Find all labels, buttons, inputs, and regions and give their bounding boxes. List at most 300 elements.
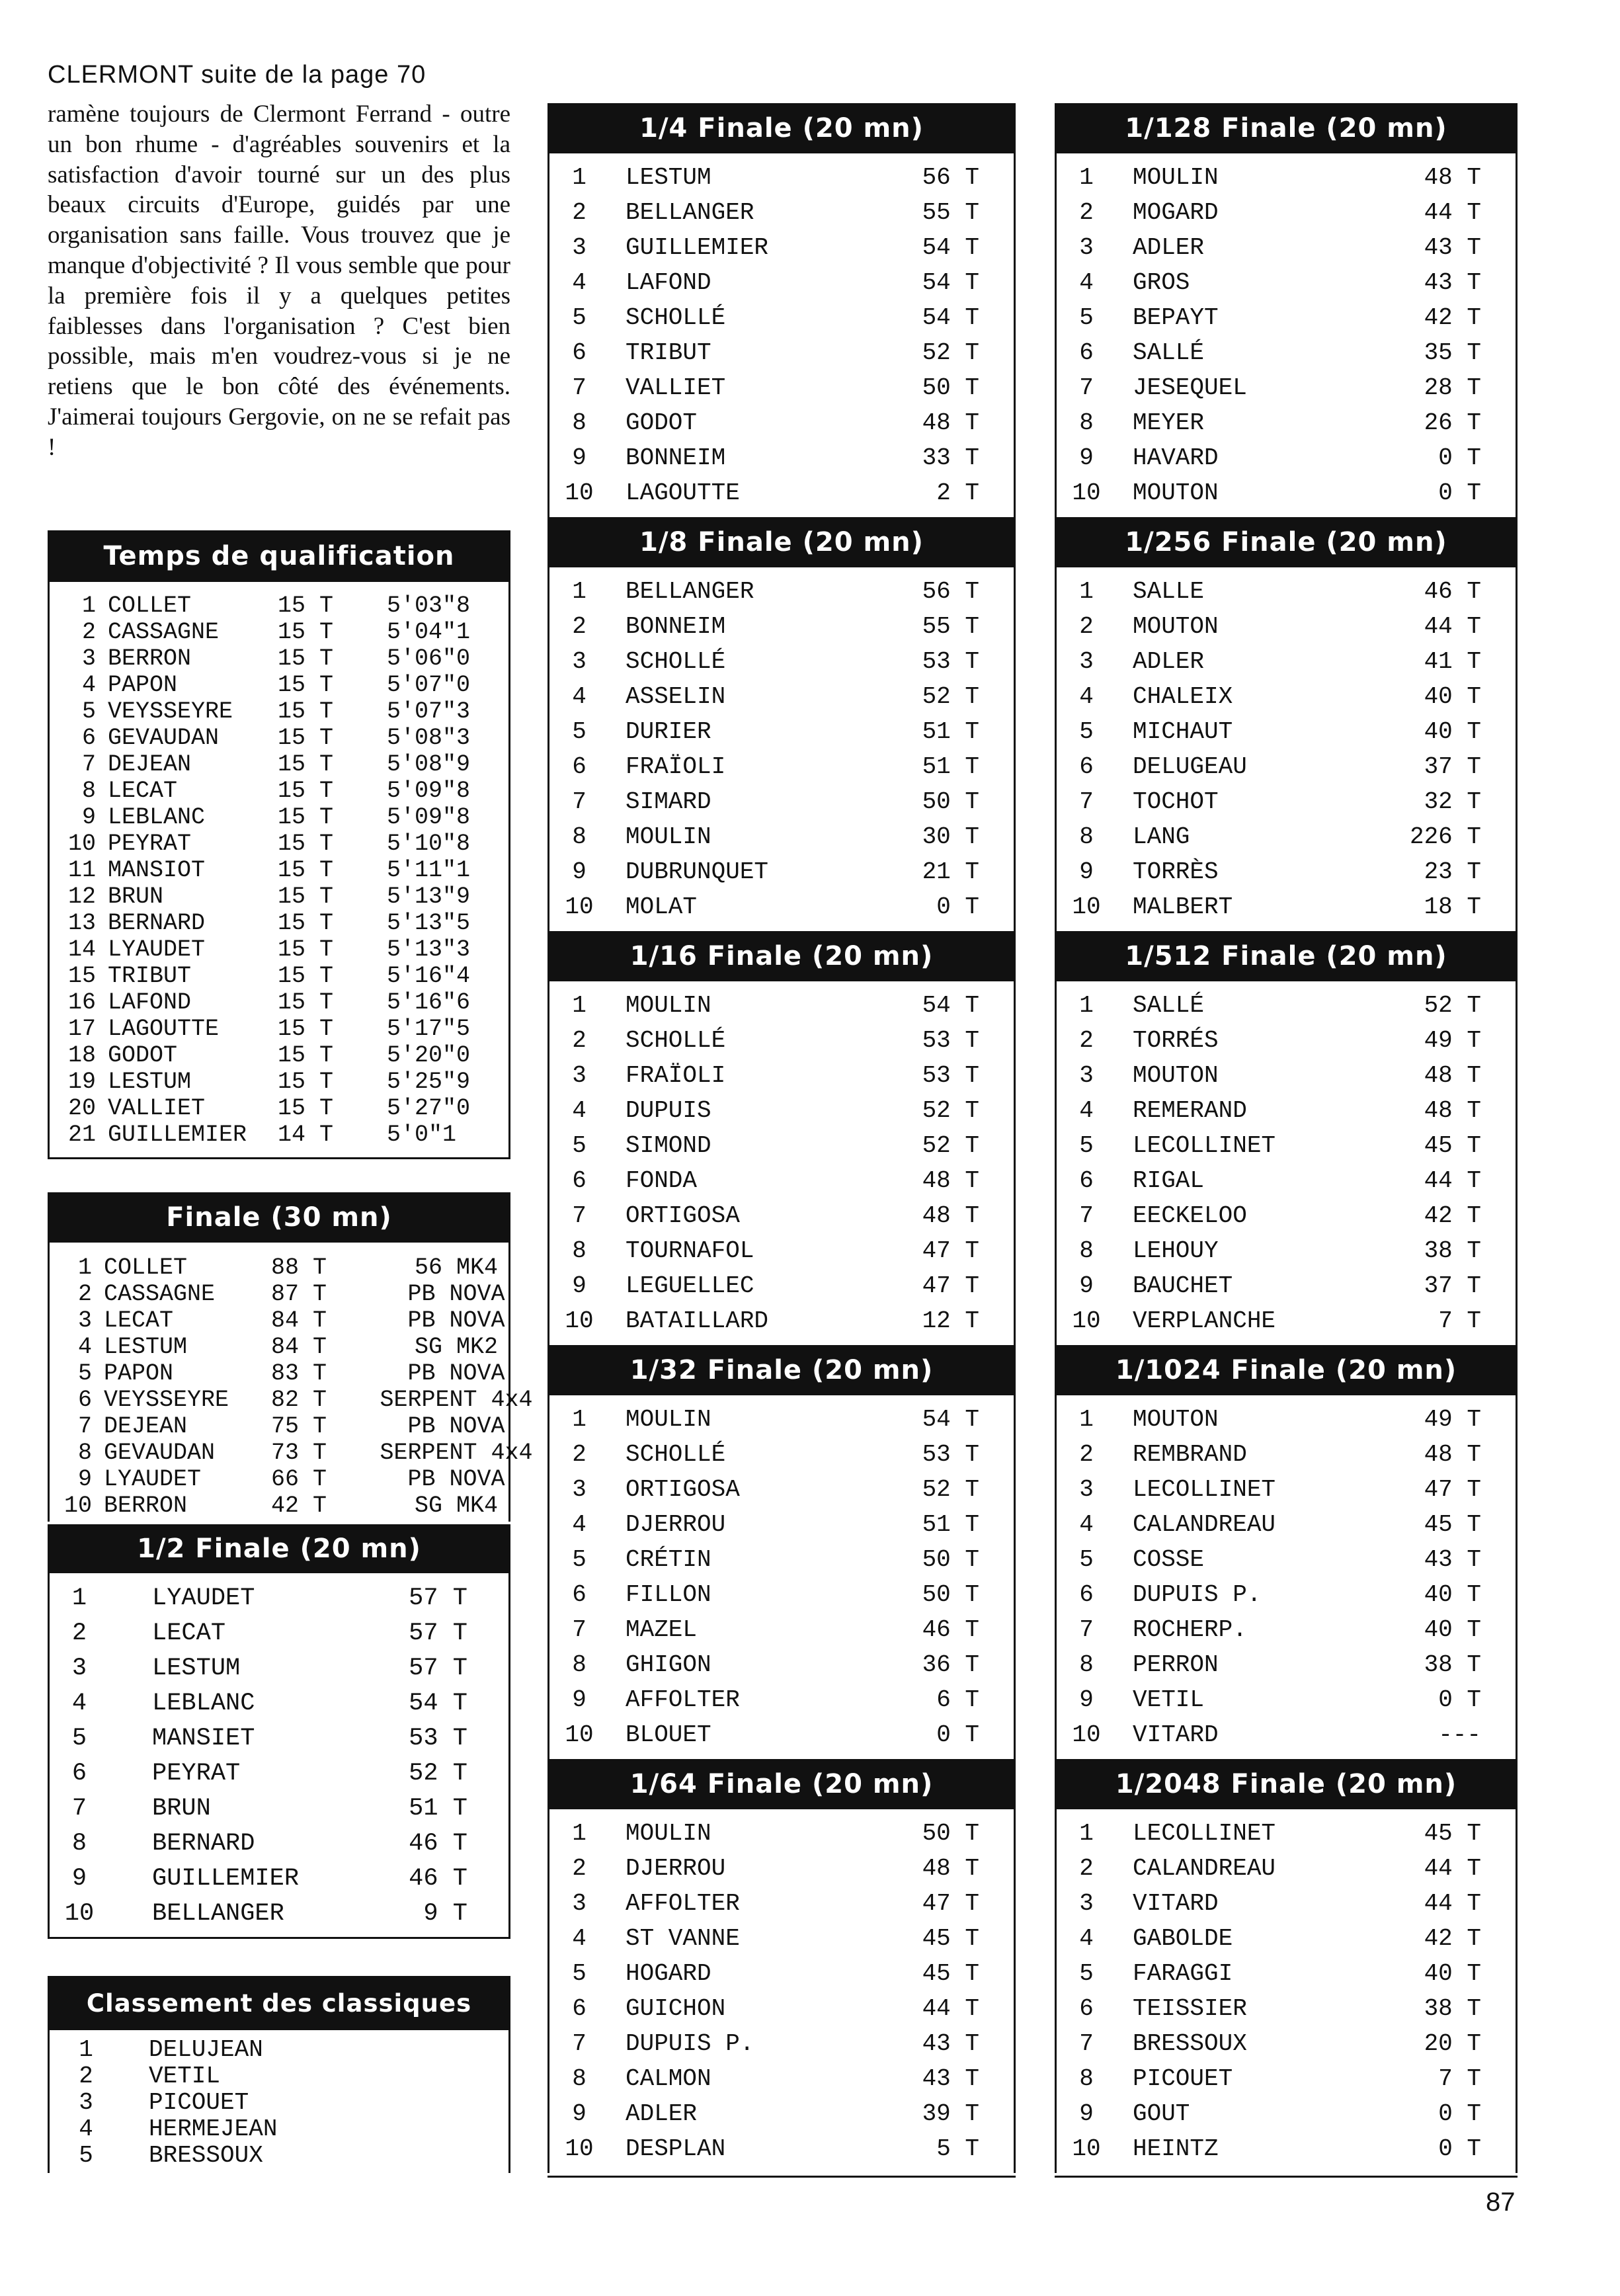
half-final-row-rank: 9	[71, 1865, 87, 1893]
qualification-row	[50, 619, 508, 645]
round-col2-row	[1057, 405, 1516, 440]
round-col2-row-name: MOULIN	[1133, 164, 1219, 191]
half-final-row-name: BERNARD	[152, 1830, 255, 1858]
round-col2-row-rank: 10	[1072, 893, 1101, 921]
round-col1-row-name: SCHOLLÉ	[626, 1027, 726, 1054]
round-col1-row-name: ORTIGOSA	[626, 1476, 740, 1503]
round-col2-row-laps: 38 T	[1424, 1651, 1481, 1678]
round-col1-row-name: DJERROU	[626, 1511, 726, 1538]
qualification-row	[50, 645, 508, 672]
round-col1-row-name: LAGOUTTE	[626, 479, 740, 507]
round-col2-row	[1057, 1472, 1516, 1507]
round-col1-row-name: SIMOND	[626, 1132, 711, 1159]
classics-table	[48, 1976, 510, 2173]
qualification-row-time: 5'04"1	[387, 619, 471, 645]
round-col1-row-rank: 4	[572, 1925, 587, 1952]
round-col2-row-rank: 1	[1079, 1406, 1094, 1433]
qualification-row-laps: 15 T	[278, 619, 334, 645]
round-col1-rows	[547, 1395, 1016, 1759]
qualification-row	[50, 857, 508, 883]
round-col1-row-laps: 51 T	[922, 1511, 979, 1538]
round-col2-title: 1/2048 Finale (20 mn)	[1055, 1759, 1518, 1809]
qualification-row-time: 5'0"1	[387, 1122, 457, 1148]
round-col2-row-name: MOUTON	[1133, 613, 1219, 640]
round-col1-row-name: BONNEIM	[626, 613, 726, 640]
finale-row	[50, 1387, 533, 1413]
round-col2-row	[1057, 1268, 1516, 1303]
qualification-row-rank: 11	[67, 857, 96, 883]
round-col2-row-rank: 10	[1072, 1307, 1101, 1334]
qualification-row-time: 5'25"9	[387, 1069, 471, 1095]
qualification-row-rank: 10	[67, 831, 96, 857]
round-col1-row-laps: 2 T	[936, 479, 979, 507]
round-col1-row-name: TRIBUT	[626, 339, 711, 366]
round-col2-row-name: VITARD	[1133, 1890, 1219, 1917]
finale-row-name: VEYSSEYRE	[104, 1387, 229, 1413]
round-col2-row	[1057, 1058, 1516, 1093]
half-final-row-name: GUILLEMIER	[152, 1865, 300, 1893]
finale-row-car: PB NOVA	[407, 1281, 505, 1307]
finale-row-rank: 9	[77, 1466, 92, 1493]
qualification-row-name: CASSAGNE	[108, 619, 220, 645]
round-col1-row-rank: 3	[572, 648, 587, 675]
round-col1-row-rank: 1	[572, 578, 587, 605]
round-col2-row	[1057, 1682, 1516, 1717]
qualification-row-time: 5'11"1	[387, 857, 471, 883]
round-col1-row-rank: 6	[572, 1581, 587, 1608]
qualification-row-time: 5'20"0	[387, 1042, 471, 1069]
round-col1-row-rank: 7	[572, 1202, 587, 1229]
round-col2-row-name: TORRÉS	[1133, 1027, 1219, 1054]
finale-row-rank: 4	[77, 1334, 92, 1360]
round-col2-row	[1057, 1647, 1516, 1682]
round-col1-row	[549, 1268, 1014, 1303]
round-col1-row-laps: 30 T	[922, 823, 979, 850]
round-col2-row-laps: 52 T	[1424, 992, 1481, 1019]
round-col1-row-rank: 10	[565, 1721, 594, 1748]
round-col1-row-name: MAZEL	[626, 1616, 698, 1643]
round-col1-row-rank: 7	[572, 374, 587, 401]
qualification-row-name: GUILLEMIER	[108, 1122, 247, 1148]
round-col2-row-laps: 7 T	[1438, 2065, 1481, 2092]
round-col2-row-name: TOCHOT	[1133, 788, 1219, 815]
classics-row-name: HERMEJEAN	[149, 2115, 278, 2143]
round-col2-row-rank: 3	[1079, 1476, 1094, 1503]
round-col1-row-laps: 5 T	[936, 2135, 979, 2162]
qualification-row-name: VEYSSEYRE	[108, 698, 233, 725]
round-col2-row-laps: 42 T	[1424, 1925, 1481, 1952]
round-col1-row-rank: 10	[565, 1307, 594, 1334]
qualification-row-time: 5'09"8	[387, 804, 471, 831]
round-col2-row-name: PERRON	[1133, 1651, 1219, 1678]
round-col2-rows	[1055, 567, 1518, 931]
finale-row-rank: 6	[77, 1387, 92, 1413]
finale-row-laps: 66 T	[271, 1466, 327, 1493]
round-col1-row-name: GUICHON	[626, 1995, 726, 2022]
finale-row-car: SG MK4	[414, 1493, 499, 1519]
finale-row-rank: 7	[77, 1413, 92, 1440]
round-col2-box	[1055, 517, 1518, 931]
round-col2-row	[1057, 1816, 1516, 1851]
round-col2-row-rank: 10	[1072, 479, 1101, 507]
round-col2-row-name: REMBRAND	[1133, 1441, 1247, 1468]
round-col2-row-rank: 2	[1079, 1027, 1094, 1054]
round-col2-row-name: REMERAND	[1133, 1097, 1247, 1124]
qualification-row-laps: 15 T	[278, 1069, 334, 1095]
round-col2-row	[1057, 195, 1516, 230]
round-col1-row-name: LAFOND	[626, 269, 711, 296]
qualification-row-laps: 15 T	[278, 778, 334, 804]
qualification-row-name: TRIBUT	[108, 963, 192, 989]
round-col2-row-laps: 226 T	[1409, 823, 1481, 850]
round-col1-row	[549, 1921, 1014, 1956]
round-col2-row-rank: 7	[1079, 1616, 1094, 1643]
round-col2-row-laps: 28 T	[1424, 374, 1481, 401]
round-col2-title: 1/128 Finale (20 mn)	[1055, 103, 1518, 153]
round-col2-row-rank: 9	[1079, 1272, 1094, 1299]
round-col2-row-rank: 9	[1079, 444, 1094, 472]
qualification-row	[50, 1122, 508, 1148]
round-col2-row-rank: 3	[1079, 648, 1094, 675]
round-col1-row-rank: 6	[572, 1167, 587, 1194]
round-col1-row-laps: 50 T	[922, 1546, 979, 1573]
qualification-row-time: 5'09"8	[387, 778, 471, 804]
round-col2-row-laps: 45 T	[1424, 1820, 1481, 1847]
finale-row-name: CASSAGNE	[104, 1281, 216, 1307]
qualification-row	[50, 910, 508, 936]
round-col1-row-rank: 3	[572, 1062, 587, 1089]
qualification-row-time: 5'13"9	[387, 883, 471, 910]
round-col2-row-laps: 48 T	[1424, 1097, 1481, 1124]
round-col1-row	[549, 1816, 1014, 1851]
round-col1-row-laps: 51 T	[922, 753, 979, 780]
round-col2-row-laps: 38 T	[1424, 1237, 1481, 1264]
round-col1-box	[547, 1759, 1016, 2173]
qualification-title: Temps de qualification	[48, 530, 510, 582]
qualification-row-time: 5'13"5	[387, 910, 471, 936]
round-col1-row-name: MOLAT	[626, 893, 698, 921]
round-col1-row-rank: 2	[572, 1855, 587, 1882]
round-col2-row-rank: 8	[1079, 409, 1094, 436]
round-col1-row	[549, 819, 1014, 854]
round-col2-title: 1/1024 Finale (20 mn)	[1055, 1345, 1518, 1395]
round-col2-row-laps: 37 T	[1424, 1272, 1481, 1299]
qualification-row-time: 5'08"9	[387, 751, 471, 778]
round-col1-row-rank: 6	[572, 339, 587, 366]
round-col2-row-rank: 5	[1079, 718, 1094, 745]
qualification-row-name: VALLIET	[108, 1095, 206, 1122]
qualification-row-laps: 15 T	[278, 804, 334, 831]
classics-row-rank: 1	[79, 2036, 93, 2063]
round-col2-row-name: MOGARD	[1133, 199, 1219, 226]
round-col2-row-laps: 42 T	[1424, 304, 1481, 331]
round-col1-row	[549, 1542, 1014, 1577]
qualification-row-time: 5'03"8	[387, 593, 471, 619]
round-col2-row	[1057, 2026, 1516, 2061]
round-col2-row-laps: 35 T	[1424, 339, 1481, 366]
round-col1-row	[549, 1093, 1014, 1128]
qualification-row-name: BRUN	[108, 883, 164, 910]
round-col2-row-name: CALANDREAU	[1133, 1511, 1276, 1538]
qualification-row-time: 5'16"4	[387, 963, 471, 989]
round-col2-row-name: MOUTON	[1133, 1062, 1219, 1089]
finale-row	[50, 1334, 508, 1360]
round-col2-row-name: LECOLLINET	[1133, 1820, 1276, 1847]
round-col1-row	[549, 475, 1014, 511]
round-col1-row-laps: 52 T	[922, 339, 979, 366]
round-col2-row-name: BRESSOUX	[1133, 2030, 1247, 2057]
half-final-row-laps: 52 T	[409, 1760, 467, 1787]
round-col1-row-laps: 52 T	[922, 683, 979, 710]
qualification-row	[50, 963, 508, 989]
page-number: 87	[1486, 2188, 1516, 2217]
round-col2-row-rank: 1	[1079, 164, 1094, 191]
finale-row-car: PB NOVA	[407, 1413, 505, 1440]
round-col2-row	[1057, 2061, 1516, 2096]
round-col2-row	[1057, 1233, 1516, 1268]
round-col2-row-rank: 6	[1079, 1167, 1094, 1194]
round-col2-rows	[1055, 1395, 1518, 1759]
round-col1-row-rank: 2	[572, 1027, 587, 1054]
finale-row-car: PB NOVA	[407, 1360, 505, 1387]
round-col1-row	[549, 405, 1014, 440]
round-col2-row-rank: 5	[1079, 304, 1094, 331]
round-col2-row-name: ADLER	[1133, 234, 1205, 261]
qualification-row-rank: 2	[81, 619, 96, 645]
round-col2-row-name: SALLÉ	[1133, 992, 1205, 1019]
qualification-row-laps: 14 T	[278, 1122, 334, 1148]
round-col1-row-name: DURIER	[626, 718, 711, 745]
round-col2-row-name: LEHOUY	[1133, 1237, 1219, 1264]
classics-title: Classement des classiques	[48, 1976, 510, 2030]
round-col1-row	[549, 714, 1014, 749]
round-col1-row-laps: 55 T	[922, 199, 979, 226]
finale-row-name: LECAT	[104, 1307, 174, 1334]
qualification-row-name: COLLET	[108, 593, 192, 619]
round-col2-row-name: ADLER	[1133, 648, 1205, 675]
qualification-row-time: 5'08"3	[387, 725, 471, 751]
round-col1-row-rank: 4	[572, 269, 587, 296]
qualification-row	[50, 698, 508, 725]
qualification-row-rank: 16	[67, 989, 96, 1016]
half-final-rows	[48, 1573, 510, 1939]
round-col2-row	[1057, 160, 1516, 195]
round-col1-row-rank: 2	[572, 613, 587, 640]
round-col2-row	[1057, 784, 1516, 819]
round-col1-row-rank: 1	[572, 1820, 587, 1847]
round-col1-row-name: AFFOLTER	[626, 1686, 740, 1713]
round-col1-row-name: CRÉTIN	[626, 1546, 711, 1573]
round-col2-row-laps: 0 T	[1438, 2135, 1481, 2162]
round-col1-row-laps: 21 T	[922, 858, 979, 885]
finale-row	[50, 1440, 533, 1466]
qualification-row-name: MANSIOT	[108, 857, 206, 883]
round-col2-row-name: ROCHERP.	[1133, 1616, 1247, 1643]
round-col2-row-laps: 43 T	[1424, 1546, 1481, 1573]
round-col2-row-name: PICOUET	[1133, 2065, 1233, 2092]
round-col2-row-laps: 44 T	[1424, 613, 1481, 640]
qualification-row	[50, 804, 508, 831]
qualification-row	[50, 778, 508, 804]
round-col1-row	[549, 335, 1014, 370]
round-col2-row	[1057, 2096, 1516, 2131]
finale-row-laps: 88 T	[271, 1254, 327, 1281]
round-col2-rows	[1055, 981, 1518, 1345]
round-col1-row-name: DUBRUNQUET	[626, 858, 769, 885]
qualification-row-laps: 15 T	[278, 883, 334, 910]
half-final-row-name: BELLANGER	[152, 1900, 284, 1928]
qualification-row-rank: 15	[67, 963, 96, 989]
half-final-row	[50, 1826, 508, 1862]
round-col1-row-rank: 3	[572, 1476, 587, 1503]
round-col2-row-laps: 45 T	[1424, 1511, 1481, 1538]
qualification-row-laps: 15 T	[278, 857, 334, 883]
round-col2-row-rank: 2	[1079, 1441, 1094, 1468]
round-col2-row-name: HAVARD	[1133, 444, 1219, 472]
round-col2-row-rank: 5	[1079, 1960, 1094, 1987]
round-col2-row-laps: 38 T	[1424, 1995, 1481, 2022]
qualification-row-time: 5'27"0	[387, 1095, 471, 1122]
finale-row-laps: 87 T	[271, 1281, 327, 1307]
round-col1-row-name: DJERROU	[626, 1855, 726, 1882]
round-col1-rows	[547, 981, 1016, 1345]
round-col1-row-rank: 5	[572, 718, 587, 745]
classics-row	[50, 2063, 508, 2090]
finale-row-laps: 83 T	[271, 1360, 327, 1387]
round-col1-row	[549, 370, 1014, 405]
round-col2-row-laps: 40 T	[1424, 718, 1481, 745]
round-col1-row-rank: 10	[565, 893, 594, 921]
round-col1-row-name: SCHOLLÉ	[626, 304, 726, 331]
round-col1-row	[549, 1956, 1014, 1991]
round-col2-row-laps: 23 T	[1424, 858, 1481, 885]
round-col1-row-laps: 33 T	[922, 444, 979, 472]
half-final-row-rank: 10	[64, 1900, 95, 1928]
half-final-row	[50, 1897, 508, 1932]
round-col1-row	[549, 1991, 1014, 2026]
round-col1-row-name: TOURNAFOL	[626, 1237, 754, 1264]
round-col2-row-rank: 4	[1079, 683, 1094, 710]
round-col1-row-laps: 52 T	[922, 1132, 979, 1159]
round-col2-rows	[1055, 153, 1518, 517]
round-col1-row-laps: 6 T	[936, 1686, 979, 1713]
classics-row	[50, 2090, 508, 2116]
round-col1-row-laps: 54 T	[922, 1406, 979, 1433]
round-col1-row-laps: 48 T	[922, 1167, 979, 1194]
finale-row-rank: 1	[77, 1254, 92, 1281]
round-col2-row-name: RIGAL	[1133, 1167, 1205, 1194]
half-final-row-rank: 4	[71, 1690, 87, 1717]
round-col1-row-name: GUILLEMIER	[626, 234, 769, 261]
round-col2-row-rank: 6	[1079, 1581, 1094, 1608]
qualification-row-rank: 8	[81, 778, 96, 804]
half-final-row-laps: 46 T	[409, 1830, 467, 1858]
classics-row-name: PICOUET	[149, 2089, 249, 2116]
round-col2-title: 1/256 Finale (20 mn)	[1055, 517, 1518, 567]
qualification-row-time: 5'07"3	[387, 698, 471, 725]
qualification-row-laps: 15 T	[278, 1042, 334, 1069]
qualification-row-rank: 3	[81, 645, 96, 672]
round-col2-row-rank: 3	[1079, 1062, 1094, 1089]
round-col2-row-laps: 46 T	[1424, 578, 1481, 605]
round-col2-row-rank: 6	[1079, 339, 1094, 366]
round-col1-row-laps: 50 T	[922, 788, 979, 815]
round-col1-row-laps: 56 T	[922, 578, 979, 605]
round-col1-title: 1/32 Finale (20 mn)	[547, 1345, 1016, 1395]
round-col2-row-laps: 41 T	[1424, 648, 1481, 675]
qualification-row	[50, 725, 508, 751]
half-final-row-laps: 57 T	[409, 1584, 467, 1612]
qualification-row-rank: 4	[81, 672, 96, 698]
round-col1-row-rank: 4	[572, 1097, 587, 1124]
round-col2-row	[1057, 1163, 1516, 1198]
round-col2-row-name: MOUTON	[1133, 479, 1219, 507]
column-2-bottom-rule	[1055, 2176, 1518, 2178]
round-col2-row-laps: 48 T	[1424, 1062, 1481, 1089]
round-col1-row-name: SCHOLLÉ	[626, 648, 726, 675]
round-col1-row-rank: 6	[572, 753, 587, 780]
round-col1-row	[549, 1647, 1014, 1682]
round-col2-row-rank: 5	[1079, 1546, 1094, 1573]
round-col1-row	[549, 1612, 1014, 1647]
round-col2-row	[1057, 1437, 1516, 1472]
finale-row-laps: 42 T	[271, 1493, 327, 1519]
round-col1-row	[549, 195, 1014, 230]
half-final-row-rank: 8	[71, 1830, 87, 1858]
finale-row-rank: 10	[63, 1493, 92, 1519]
round-col1-row	[549, 2096, 1014, 2131]
round-col1-row	[549, 1851, 1014, 1886]
classics-row	[50, 2143, 508, 2169]
round-col2-row	[1057, 440, 1516, 475]
finale-row-laps: 82 T	[271, 1387, 327, 1413]
qualification-row-rank: 18	[67, 1042, 96, 1069]
round-col1-row-rank: 5	[572, 1546, 587, 1573]
classics-row-rank: 5	[79, 2142, 93, 2169]
round-col2-row-rank: 10	[1072, 1721, 1101, 1748]
finale-rows	[48, 1243, 533, 1522]
round-col1-row-rank: 6	[572, 1995, 587, 2022]
round-col1-row	[549, 1437, 1014, 1472]
round-col1-row-laps: 48 T	[922, 409, 979, 436]
round-col1-row-name: LESTUM	[626, 164, 711, 191]
round-col1-row-name: MOULIN	[626, 823, 711, 850]
round-col1-row-name: ADLER	[626, 2100, 698, 2127]
half-final-row-rank: 1	[71, 1584, 87, 1612]
round-col2-row-rank: 6	[1079, 753, 1094, 780]
round-col2-row	[1057, 988, 1516, 1023]
finale-row-name: BERRON	[104, 1493, 188, 1519]
round-col1-row-rank: 7	[572, 1616, 587, 1643]
round-col1-row-laps: 50 T	[922, 374, 979, 401]
round-col1-row	[549, 1303, 1014, 1338]
qualification-row-rank: 1	[81, 593, 96, 619]
round-col1-row-rank: 4	[572, 1511, 587, 1538]
round-col1-row-laps: 55 T	[922, 613, 979, 640]
round-col1-row	[549, 300, 1014, 335]
round-col2-box	[1055, 103, 1518, 517]
half-final-row-name: LECAT	[152, 1620, 226, 1647]
round-col1-row-name: FRAÏOLI	[626, 753, 726, 780]
round-col2-row-rank: 4	[1079, 1925, 1094, 1952]
round-col2-row-rank: 9	[1079, 1686, 1094, 1713]
round-col2-row	[1057, 1402, 1516, 1437]
round-col1-row-name: BELLANGER	[626, 578, 754, 605]
round-col1-row-name: VALLIET	[626, 374, 726, 401]
qualification-row-name: LESTUM	[108, 1069, 192, 1095]
round-col2-row-name: DUPUIS P.	[1133, 1581, 1262, 1608]
half-final-row-laps: 9 T	[423, 1900, 467, 1928]
